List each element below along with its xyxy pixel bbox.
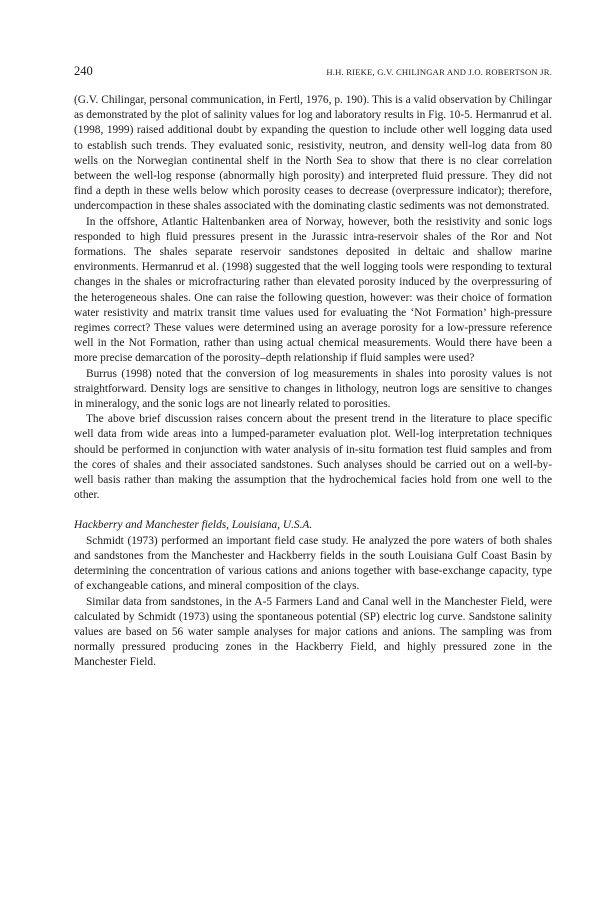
page-number: 240 bbox=[74, 64, 93, 78]
paragraph-continuation: (G.V. Chilingar, personal communication, in Fertl, 1976, p. 190). This is a valid observation by Chilingar as demonstrated by the plot of salinity values for log and laboratory results in Fig. 10-5. Hermanrud et al. (1998, 1999) raised additional doubt by expanding the question to include other well logging data used to establish such trends. They evaluated sonic, resistivity, neutron, and density well-log data from 80 wells on the Norwegian continental shelf in the North Sea to show that there is no clear correlation between the well-log response (abnormally high porosity) and interpreted fluid pressure. They did not find a depth in these wells below which porosity ceases to decrease (overpressure indicator); therefore, undercompaction in these shales associated with the dominating clastic sediments was not demonstrated. bbox=[74, 94, 552, 213]
body-text bbox=[74, 93, 552, 671]
paragraph: In the offshore, Atlantic Haltenbanken area of Norway, however, both the resistivity and sonic logs responded to high fluid pressures present in the Jurassic intra-reservoir shales of the Ror and Not formations. The shales separate reservoir sandstones deposited in deltaic and shallow marine environments. Hermanrud et al. (1998) suggested that the well logging tools were responding to textural changes in the shales or microfracturing rather than elevated porosity induced by the overpressuring of the heterogeneous shales. One can raise the following question, however: was their choice of formation water resistivity and matrix transit time values used for evaluating the ‘Not Formation’ high-pressure regimes correct? These values were determined using an average porosity for a low-pressure reference well in the Not Formation, rather than using actual chemical measurements. Would there have been a more precise demarcation of the porosity–depth relationship if fluid samples were used? bbox=[74, 215, 552, 365]
paragraph: Burrus (1998) noted that the conversion of log measurements in shales into porosity values is not straightforward. Density logs are sensitive to changes in lithology, neutron logs are sensitive to changes in mineralogy, and the sonic logs are not linearly related to porosities. bbox=[74, 367, 552, 411]
running-head: H.H. RIEKE, G.V. CHILINGAR AND J.O. ROBERTSON JR. bbox=[326, 67, 552, 77]
paragraph: The above brief discussion raises concern about the present trend in the literature to place specific well data from wide areas into a lumped-parameter evaluation plot. Well-log interpretation techniques should be performed in conjunction with water analysis of in-situ formation test fluid samples and from the cores of shales and their associated sandstones. Such analyses should be carried out on a well-by-well basis rather than making the assumption that the hydrochemical facies hold from one well to the other. bbox=[74, 413, 552, 502]
paragraph: Schmidt (1973) performed an important field case study. He analyzed the pore waters of both shales and sandstones from the Manchester and Hackberry fields in the south Louisiana Gulf Coast Basin by determining the concentration of various cations and anions together with base-exchange capacity, type of exchangeable cations, and mineral composition of the clays. bbox=[74, 534, 552, 593]
paragraph: Similar data from sandstones, in the A-5 Farmers Land and Canal well in the Manchester Field, were calculated by Schmidt (1973) using the spontaneous potential (SP) electric log curve. Sandstone salinity values are based on 56 water sample analyses for major cations and anions. The sampling was from normally pressured producing zones in the Hackberry Field, and highly pressured zone in the Manchester Field. bbox=[74, 595, 552, 669]
page-header bbox=[74, 64, 552, 80]
section-heading: Hackberry and Manchester fields, Louisiana, U.S.A. bbox=[74, 519, 313, 532]
